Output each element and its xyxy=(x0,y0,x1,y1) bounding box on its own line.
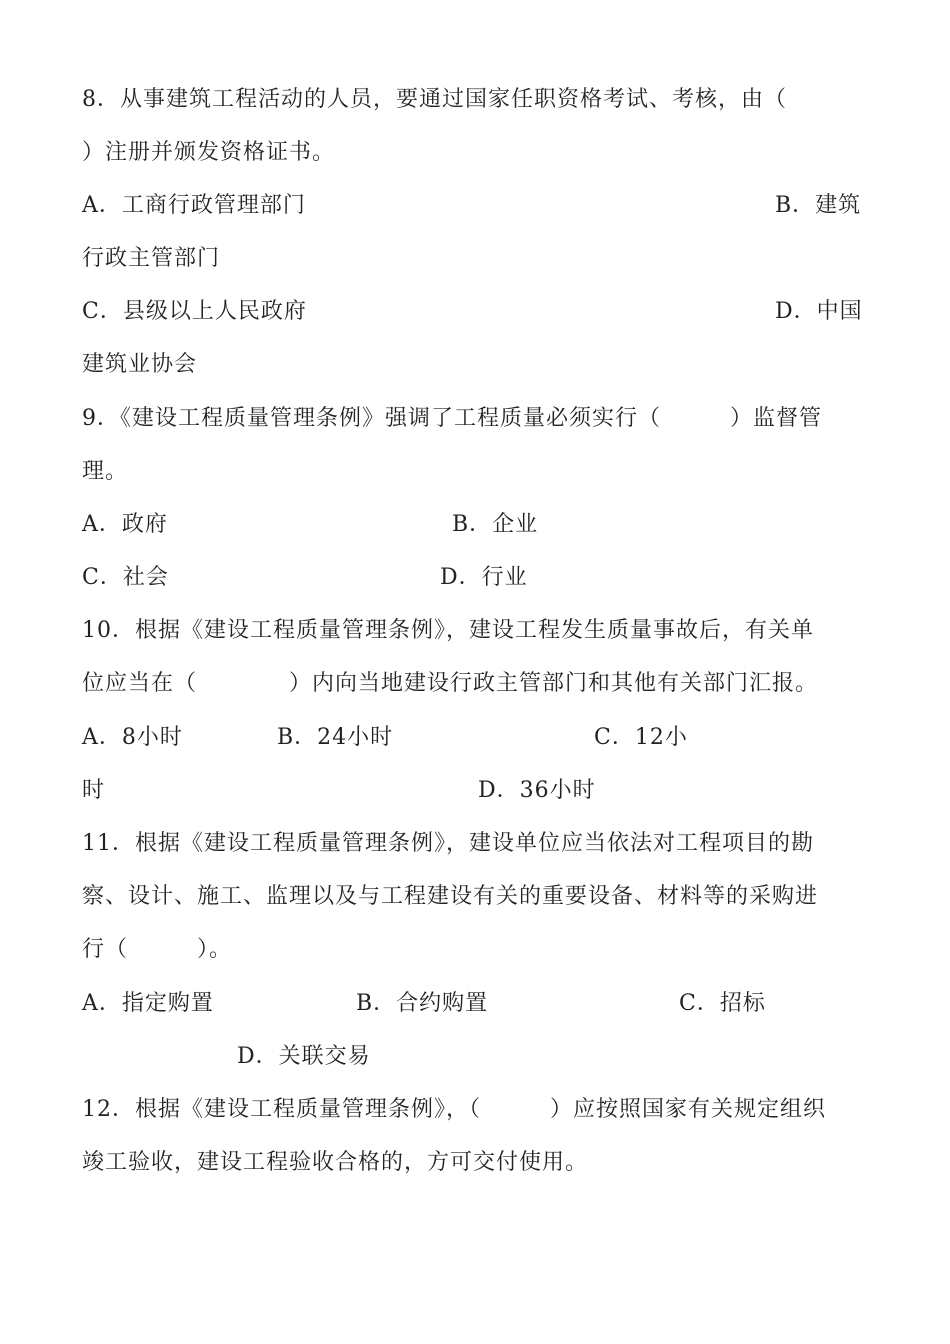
q8-stem-line-1 xyxy=(82,80,862,120)
q8-option-a: A．工商行政管理部门 xyxy=(82,193,306,218)
q8-options-row-3 xyxy=(82,292,862,332)
q12-stem-line-1 xyxy=(82,1090,862,1130)
q10-stem-text-2: 位应当在（ ）内向当地建设行政主管部门和其他有关部门汇报。 xyxy=(82,671,819,696)
q8-option-d-continued: 建筑业协会 xyxy=(82,352,198,377)
q8-options-row-2 xyxy=(82,239,862,279)
q9-options-row-2 xyxy=(82,558,862,598)
q10-option-b: B．24小时 xyxy=(277,725,394,750)
q9-option-d: D．行业 xyxy=(440,565,528,590)
q8-stem-text-1: 8．从事建筑工程活动的人员，要通过国家任职资格考试、考核，由（ xyxy=(82,87,787,112)
q11-option-c: C．招标 xyxy=(679,991,766,1016)
q8-option-b: B．建筑 xyxy=(775,193,862,218)
q8-option-c: C．县级以上人民政府 xyxy=(82,299,307,324)
q12-stem-text-2: 竣工验收，建设工程验收合格的，方可交付使用。 xyxy=(82,1150,589,1175)
q9-stem-text-1: 9．《建设工程质量管理条例》强调了工程质量必须实行（ ）监督管 xyxy=(82,406,822,431)
q11-stem-text-3: 行（ ）。 xyxy=(82,937,233,962)
q9-options-row-1 xyxy=(82,505,862,545)
q11-stem-line-2 xyxy=(82,877,862,917)
q11-option-d: D．关联交易 xyxy=(237,1044,371,1069)
q8-stem-text-2: ）注册并颁发资格证书。 xyxy=(82,140,336,165)
q9-stem-line-2 xyxy=(82,452,862,492)
q11-stem-text-1: 11．根据《建设工程质量管理条例》，建设单位应当依法对工程项目的勘 xyxy=(82,831,814,856)
q11-options-row-1 xyxy=(82,984,862,1024)
q10-options-row-1 xyxy=(82,718,862,758)
q11-stem-text-2: 察、设计、施工、监理以及与工程建设有关的重要设备、材料等的采购进 xyxy=(82,884,819,909)
q11-option-a: A．指定购置 xyxy=(82,991,214,1016)
q10-options-row-2 xyxy=(82,771,862,811)
q11-stem-line-3 xyxy=(82,930,862,970)
q8-stem-line-2 xyxy=(82,133,862,173)
q9-option-a: A．政府 xyxy=(82,512,168,537)
q8-option-b-continued: 行政主管部门 xyxy=(82,246,221,271)
q10-stem-text-1: 10．根据《建设工程质量管理条例》，建设工程发生质量事故后，有关单 xyxy=(82,618,814,643)
q9-option-c: C．社会 xyxy=(82,565,169,590)
q11-option-b: B．合约购置 xyxy=(356,991,489,1016)
q8-options-row-1 xyxy=(82,186,862,226)
q9-stem-line-1 xyxy=(82,399,862,439)
q9-option-b: B．企业 xyxy=(452,512,539,537)
q12-stem-text-1: 12．根据《建设工程质量管理条例》，（ ）应按照国家有关规定组织 xyxy=(82,1097,826,1122)
q11-stem-line-1 xyxy=(82,824,862,864)
q12-stem-line-2 xyxy=(82,1143,862,1183)
q10-option-c-continued: 时 xyxy=(82,778,106,803)
q9-stem-text-2: 理。 xyxy=(82,459,129,484)
q10-option-a: A．8小时 xyxy=(82,725,183,750)
q11-options-row-2 xyxy=(82,1037,862,1077)
q8-option-d: D．中国 xyxy=(775,299,863,324)
q10-option-c: C．12小 xyxy=(594,725,688,750)
q10-stem-line-2 xyxy=(82,664,862,704)
q8-options-row-4 xyxy=(82,345,862,385)
q10-stem-line-1 xyxy=(82,611,862,651)
q10-option-d: D．36小时 xyxy=(478,778,596,803)
